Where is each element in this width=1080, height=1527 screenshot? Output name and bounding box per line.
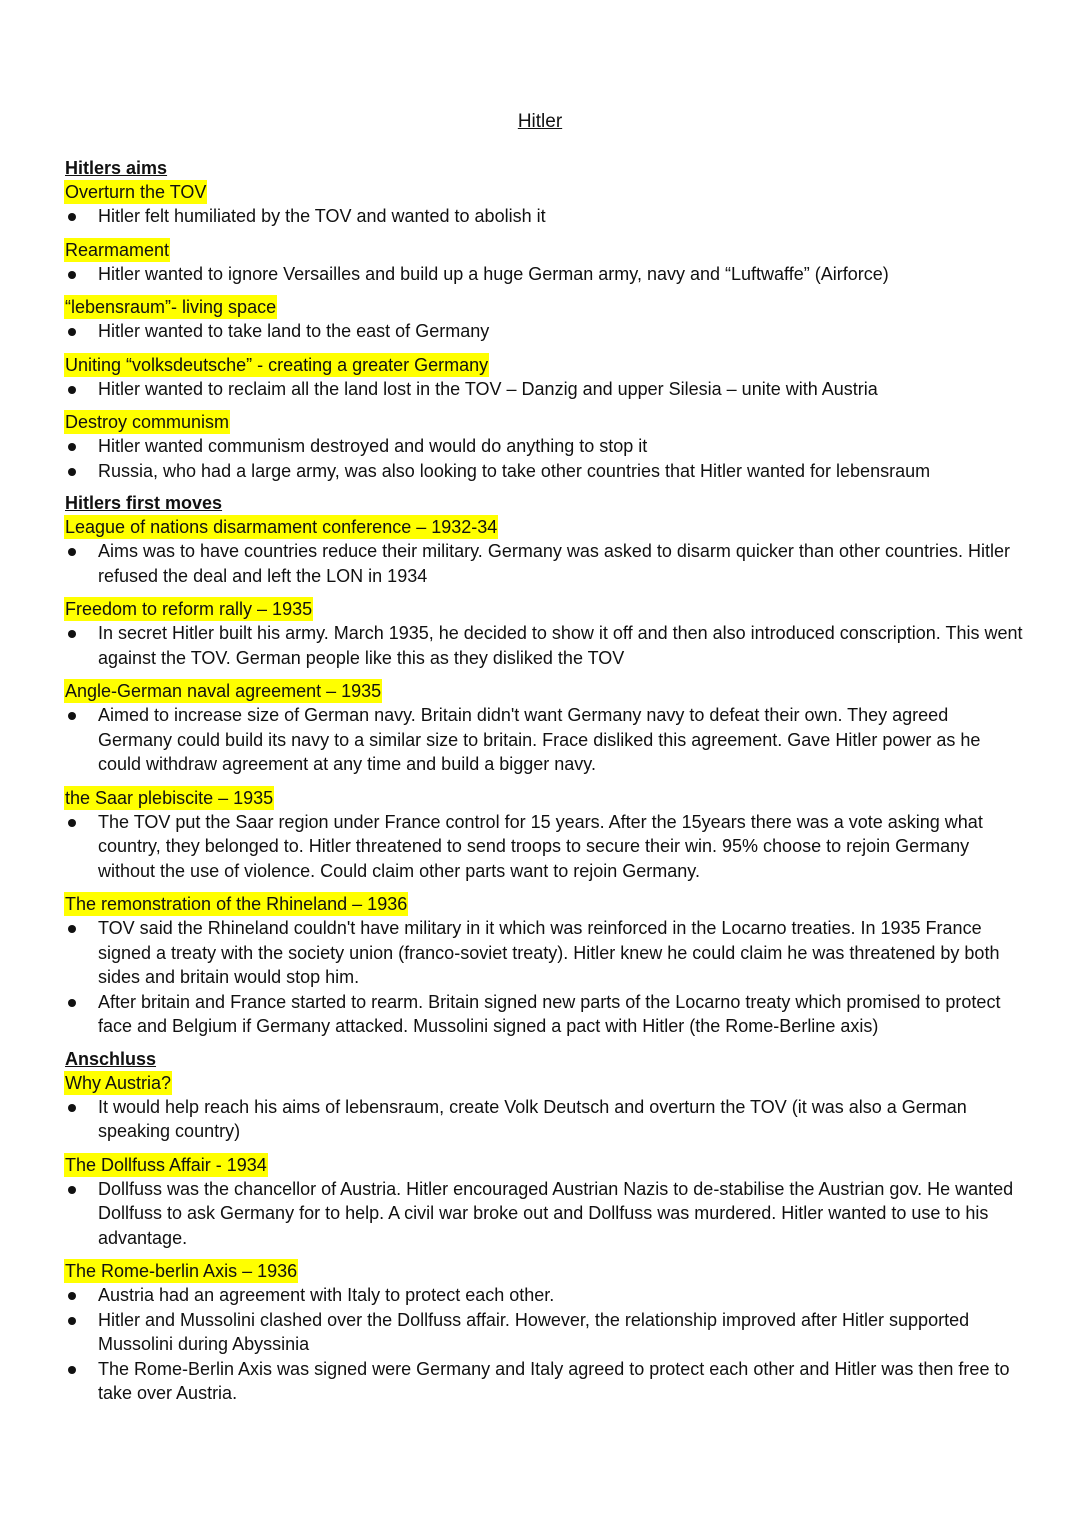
topic-block — [65, 1071, 1025, 1144]
highlighted-topic-heading: Destroy communism — [65, 412, 230, 432]
bullet-list — [65, 810, 1025, 884]
bullet-item: Austria had an agreement with Italy to protect each other. — [65, 1283, 1025, 1308]
bullet-list — [65, 204, 1025, 229]
topic-block — [65, 515, 1025, 588]
bullet-item: The TOV put the Saar region under France control for 15 years. After the 15years there was a vote asking what country, they belonged to. Hitler threatened to send troops to secure their win. 95% choose to rejoin Germany without the use of violence. Could claim other parts want to rejoin Germany. — [65, 810, 1025, 884]
bullet-list — [65, 262, 1025, 287]
section-heading: Hitlers aims — [65, 158, 168, 178]
highlighted-topic-heading: Why Austria? — [65, 1072, 172, 1093]
bullet-item: Aimed to increase size of German navy. Britain didn't want Germany navy to defeat their own. They agreed Germany could build its navy to a similar size to britain. Frace disliked this agreement. Gave Hitler power as he could withdraw agreement at any time and build a bigger navy. — [65, 703, 1025, 777]
bullet-item: Hitler wanted to reclaim all the land lost in the TOV – Danzig and upper Silesia – unite with Austria — [65, 377, 1025, 402]
bullet-list — [65, 1095, 1025, 1144]
topic-block — [65, 1259, 1025, 1406]
bullet-list — [65, 621, 1025, 670]
bullet-list — [65, 703, 1025, 777]
highlighted-topic-heading: Overturn the TOV — [65, 182, 207, 202]
bullet-list — [65, 1177, 1025, 1251]
section-heading: Hitlers first moves — [65, 493, 223, 513]
highlighted-topic-heading: Freedom to reform rally – 1935 — [65, 599, 313, 619]
bullet-item: TOV said the Rhineland couldn't have military in it which was reinforced in the Locarno treaties. In 1935 France signed a treaty with the society union (franco-soviet treaty). Hitler knew he could claim he was threatened by both sides and britain would stop him. — [65, 916, 1025, 990]
highlighted-topic-heading: the Saar plebiscite – 1935 — [65, 787, 274, 808]
topic-block — [65, 238, 1025, 287]
bullet-item: Dollfuss was the chancellor of Austria. Hitler encouraged Austrian Nazis to de-stabilise the Austrian gov. He wanted Dollfuss to ask Germany for to help. A civil war broke out and Dollfuss was murdered. Hitler wanted to use to his advantage. — [65, 1177, 1025, 1251]
bullet-list — [65, 377, 1025, 402]
bullet-item: Hitler wanted to ignore Versailles and build up a huge German army, navy and “Luftwaffe” (Airforce) — [65, 262, 1025, 287]
highlighted-topic-heading: The remonstration of the Rhineland – 1936 — [65, 894, 408, 914]
topic-block — [65, 410, 1025, 483]
bullet-item: After britain and France started to rearm. Britain signed new parts of the Locarno treaty which promised to protect face and Belgium if Germany attacked. Mussolini signed a pact with Hitler (the Rome-Berline axis) — [65, 990, 1025, 1039]
topic-block — [65, 1153, 1025, 1251]
bullet-item: Hitler felt humiliated by the TOV and wanted to abolish it — [65, 204, 1025, 229]
highlighted-topic-heading: Angle-German naval agreement – 1935 — [65, 681, 382, 701]
topic-block — [65, 180, 1025, 229]
topic-block — [65, 679, 1025, 777]
highlighted-topic-heading: The Rome-berlin Axis – 1936 — [65, 1261, 298, 1281]
bullet-item: Hitler wanted to take land to the east of Germany — [65, 319, 1025, 344]
page-title: Hitler — [517, 111, 563, 132]
highlighted-topic-heading: “lebensraum”- living space — [65, 297, 277, 317]
bullet-list — [65, 434, 1025, 483]
bullet-item: It would help reach his aims of lebensraum, create Volk Deutsch and overturn the TOV (it was also a German speaking country) — [65, 1095, 1025, 1144]
section-heading: Anschluss — [65, 1048, 157, 1069]
bullet-item: Hitler wanted communism destroyed and would do anything to stop it — [65, 434, 1025, 459]
bullet-item: Aims was to have countries reduce their military. Germany was asked to disarm quicker than other countries. Hitler refused the deal and left the LON in 1934 — [65, 539, 1025, 588]
highlighted-topic-heading: The Dollfuss Affair - 1934 — [65, 1154, 267, 1175]
bullet-item: In secret Hitler built his army. March 1935, he decided to show it off and then also introduced conscription. This went against the TOV. German people like this as they disliked the TOV — [65, 621, 1025, 670]
bullet-list — [65, 1283, 1025, 1406]
bullet-list — [65, 539, 1025, 588]
document-body — [65, 156, 1025, 1406]
bullet-item: Hitler and Mussolini clashed over the Dollfuss affair. However, the relationship improved after Hitler supported Mussolini during Abyssinia — [65, 1308, 1025, 1357]
topic-block — [65, 597, 1025, 670]
topic-block — [65, 892, 1025, 1039]
highlighted-topic-heading: Uniting “volksdeutsche” - creating a greater Germany — [65, 354, 489, 375]
bullet-item: The Rome-Berlin Axis was signed were Germany and Italy agreed to protect each other and Hitler was then free to take over Austria. — [65, 1357, 1025, 1406]
topic-block — [65, 353, 1025, 402]
highlighted-topic-heading: League of nations disarmament conference – 1932-34 — [65, 517, 498, 537]
bullet-list — [65, 319, 1025, 344]
topic-block — [65, 295, 1025, 344]
highlighted-topic-heading: Rearmament — [65, 239, 170, 260]
topic-block — [65, 786, 1025, 884]
bullet-item: Russia, who had a large army, was also looking to take other countries that Hitler wanted for lebensraum — [65, 459, 1025, 484]
bullet-list — [65, 916, 1025, 1039]
